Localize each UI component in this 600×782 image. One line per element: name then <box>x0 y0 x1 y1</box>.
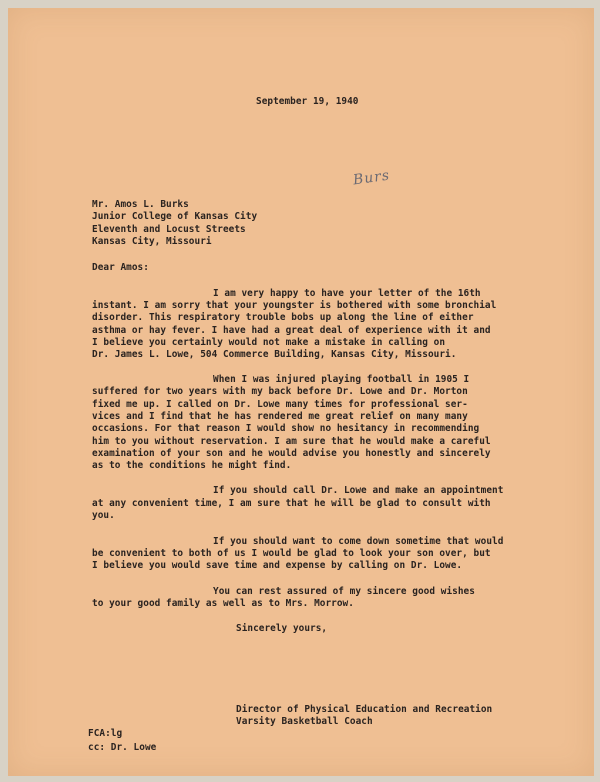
paragraph-line: vices and I find that he has rendered me great relief on many many <box>92 411 468 422</box>
paragraph-line: him to you without reservation. I am sure that he would make a careful <box>92 436 491 447</box>
signature-title-line1: Director of Physical Education and Recreation <box>236 704 493 715</box>
paragraph-line: asthma or hay fever. I have had a great deal of experience with it and <box>92 325 491 336</box>
reference-initials: FCA:lg <box>88 728 123 739</box>
paragraph-line: I believe you certainly would not make a mistake in calling on <box>92 337 446 348</box>
closing: Sincerely yours, <box>236 623 328 634</box>
paragraph-line: occasions. For that reason I would show no hesitancy in recommending <box>92 423 480 434</box>
salutation: Dear Amos: <box>92 262 149 273</box>
paragraph-line: as to the conditions he might find. <box>92 460 292 471</box>
paragraph-line: disorder. This respiratory trouble bobs up along the line of either <box>92 312 474 323</box>
paragraph-line: You can rest assured of my sincere good wishes <box>213 586 475 597</box>
paragraph-line: be convenient to both of us I would be glad to look your son over, but <box>92 548 491 559</box>
paragraph-line: to your good family as well as to Mrs. Morrow. <box>92 598 354 609</box>
recipient-name: Mr. Amos L. Burks <box>92 199 189 210</box>
paragraph-line: examination of your son and he would advise you honestly and sincerely <box>92 448 491 459</box>
paragraph-line: I am very happy to have your letter of the 16th <box>213 288 481 299</box>
recipient-city: Kansas City, Missouri <box>92 236 212 247</box>
letter-page <box>8 8 594 776</box>
recipient-street: Eleventh and Locust Streets <box>92 224 246 235</box>
paragraph-line: Dr. James L. Lowe, 504 Commerce Building, Kansas City, Missouri. <box>92 349 457 360</box>
paragraph-line: If you should call Dr. Lowe and make an appointment <box>213 485 504 496</box>
paragraph-line: instant. I am sorry that your youngster is bothered with some bronchial <box>92 300 497 311</box>
paragraph-line: fixed me up. I called on Dr. Lowe many times for professional ser- <box>92 399 468 410</box>
letter-date: September 19, 1940 <box>256 96 359 107</box>
handwritten-annotation: Burs <box>352 167 392 189</box>
paragraph-line: If you should want to come down sometime that would <box>213 536 504 547</box>
paragraph-line: When I was injured playing football in 1905 I <box>213 374 470 385</box>
paragraph-line: you. <box>92 510 115 521</box>
paragraph-line: I believe you would save time and expense by calling on Dr. Lowe. <box>92 560 463 571</box>
paragraph-line: at any convenient time, I am sure that he will be glad to consult with <box>92 498 491 509</box>
paragraph-line: suffered for two years with my back before Dr. Lowe and Dr. Morton <box>92 386 468 397</box>
signature-title-line2: Varsity Basketball Coach <box>236 716 373 727</box>
carbon-copy: cc: Dr. Lowe <box>88 742 157 753</box>
recipient-org: Junior College of Kansas City <box>92 211 258 222</box>
